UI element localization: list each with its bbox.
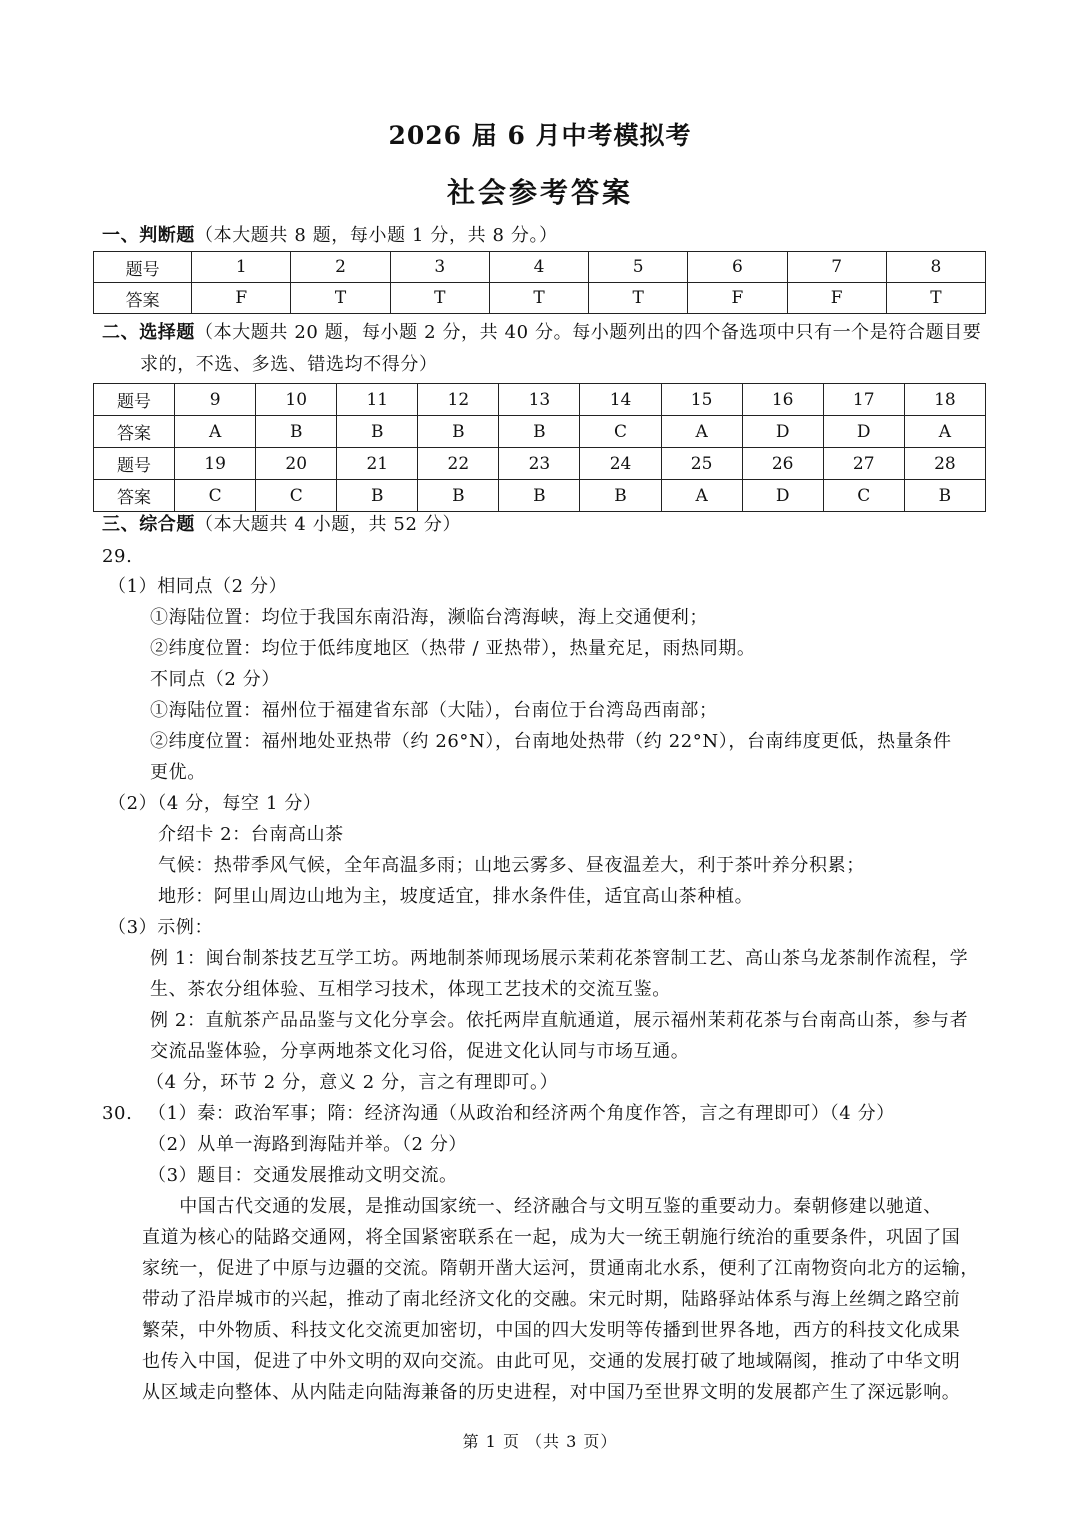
question-number: 23 — [499, 448, 580, 480]
essay-line: 也传入中国，促进了中外文明的双向交流。由此可见，交通的发展打破了地域隔阂，推动了中华文明 — [142, 1351, 961, 1372]
question-number: 12 — [418, 384, 499, 416]
answer-cell: C — [823, 480, 904, 512]
answer-cell: C — [256, 480, 337, 512]
question-number: 19 — [175, 448, 256, 480]
question-number: 5 — [589, 252, 688, 283]
answer-cell: A — [661, 480, 742, 512]
q29-part2-label: （2）（4 分，每空 1 分） — [108, 793, 322, 814]
exam-title: 2026 届 6 月中考模拟考 — [388, 121, 692, 150]
question-number: 4 — [489, 252, 588, 283]
question-30-number: 30. — [102, 1103, 133, 1124]
question-number: 24 — [580, 448, 661, 480]
essay-line: 直道为核心的陆路交通网，将全国紧密联系在一起，成为大一统王朝施行统治的重要条件，巩固了国 — [142, 1227, 961, 1248]
row-label-answer: 答案 — [94, 283, 192, 314]
choice-answer-table — [93, 383, 986, 512]
q29-part1-a: ①海陆位置：均位于我国东南沿海，濒临台湾海峡，海上交通便利； — [150, 607, 708, 628]
answer-cell: C — [175, 480, 256, 512]
q29-part1-d2: 更优。 — [150, 762, 206, 783]
question-number: 6 — [688, 252, 787, 283]
question-number: 13 — [499, 384, 580, 416]
question-number: 26 — [742, 448, 823, 480]
answer-cell: B — [418, 416, 499, 448]
page-number: 第 1 页 （共 3 页） — [462, 1432, 618, 1451]
essay-line: 带动了沿岸城市的兴起，推动了南北经济文化的交融。宋元时期，陆路驿站体系与海上丝绸之路空前 — [142, 1289, 961, 1310]
question-number: 21 — [337, 448, 418, 480]
question-number: 25 — [661, 448, 742, 480]
table-row — [94, 283, 986, 314]
answer-cell: A — [904, 416, 985, 448]
question-number: 7 — [787, 252, 886, 283]
q29-part3-example1-b: 生、茶农分组体验、互相学习技术，体现工艺技术的交流互鉴。 — [150, 979, 671, 1000]
section1-title: 一、判断题 — [102, 225, 195, 246]
answer-cell: F — [192, 283, 291, 314]
section3-title: 三、综合题 — [102, 514, 195, 535]
q29-part2-c: 地形：阿里山周边山地为主，坡度适宜，排水条件佳，适宜高山茶种植。 — [158, 886, 754, 907]
table-row — [94, 384, 986, 416]
question-number: 27 — [823, 448, 904, 480]
answer-cell: T — [589, 283, 688, 314]
row-label-question: 题号 — [94, 448, 175, 480]
question-number: 16 — [742, 384, 823, 416]
answer-cell: T — [886, 283, 985, 314]
question-number: 9 — [175, 384, 256, 416]
answer-cell: A — [175, 416, 256, 448]
section2-note-line2: 求的，不选、多选、错选均不得分） — [140, 354, 438, 375]
question-number: 15 — [661, 384, 742, 416]
table-row — [94, 448, 986, 480]
answer-cell: A — [661, 416, 742, 448]
section1-note: （本大题共 8 题，每小题 1 分，共 8 分。） — [195, 225, 558, 246]
q29-part3-example2-a: 例 2：直航茶产品品鉴与文化分享会。依托两岸直航通道，展示福州茉莉花茶与台南高山茶，参与者 — [150, 1010, 969, 1031]
question-number: 20 — [256, 448, 337, 480]
section2-note-line1: （本大题共 20 题，每小题 2 分，共 40 分。每小题列出的四个备选项中只有一个是符合题目要 — [195, 322, 982, 343]
q29-part3-score: （4 分，环节 2 分，意义 2 分，言之有理即可。） — [146, 1072, 559, 1093]
question-number: 18 — [904, 384, 985, 416]
q29-part1-diff: 不同点（2 分） — [150, 669, 280, 690]
q29-part2-a: 介绍卡 2：台南高山茶 — [158, 824, 344, 845]
question-29-number: 29. — [102, 546, 133, 567]
question-number: 11 — [337, 384, 418, 416]
section2-heading — [102, 321, 981, 345]
q29-part2-b: 气候：热带季风气候，全年高温多雨；山地云雾多、昼夜温差大，利于茶叶养分积累； — [158, 855, 865, 876]
answer-cell: F — [787, 283, 886, 314]
q29-part1-d1: ②纬度位置：福州地处亚热带（约 26°N），台南地处热带（约 22°N），台南纬度更低，热量条件 — [150, 731, 952, 752]
question-number: 8 — [886, 252, 985, 283]
judgement-answer-table — [93, 251, 986, 314]
answer-cell: B — [904, 480, 985, 512]
q30-part2: （2）从单一海路到海陆并举。（2 分） — [148, 1134, 468, 1155]
essay-line: 从区域走向整体、从内陆走向陆海兼备的历史进程，对中国乃至世界文明的发展都产生了深远影响。 — [142, 1382, 961, 1403]
table-row — [94, 252, 986, 283]
answer-cell: T — [390, 283, 489, 314]
answer-cell: C — [580, 416, 661, 448]
question-number: 10 — [256, 384, 337, 416]
q29-part3-example1-a: 例 1：闽台制茶技艺互学工坊。两地制茶师现场展示茉莉花茶窨制工艺、高山茶乌龙茶制作流程，学 — [150, 948, 969, 969]
section2-title: 二、选择题 — [102, 322, 195, 343]
q30-part1: （1）秦：政治军事；隋：经济沟通（从政治和经济两个角度作答，言之有理即可）（4 分） — [148, 1103, 895, 1124]
row-label-answer: 答案 — [94, 416, 175, 448]
q29-part1-label: （1）相同点（2 分） — [108, 576, 288, 597]
answer-cell: B — [337, 416, 418, 448]
question-number: 1 — [192, 252, 291, 283]
section3-note: （本大题共 4 小题，共 52 分） — [195, 514, 462, 535]
answer-cell: B — [256, 416, 337, 448]
section3-heading — [102, 513, 461, 537]
answer-cell: B — [580, 480, 661, 512]
answer-cell: F — [688, 283, 787, 314]
q29-part3-example2-b: 交流品鉴体验，分享两地茶文化习俗，促进文化认同与市场互通。 — [150, 1041, 690, 1062]
answer-cell: B — [337, 480, 418, 512]
q29-part1-b: ②纬度位置：均位于低纬度地区（热带 / 亚热带），热量充足，雨热同期。 — [150, 638, 756, 659]
question-number: 2 — [291, 252, 390, 283]
question-number: 14 — [580, 384, 661, 416]
answer-cell: B — [499, 480, 580, 512]
answer-cell: B — [418, 480, 499, 512]
answer-cell: T — [489, 283, 588, 314]
answer-title: 社会参考答案 — [446, 176, 633, 209]
question-number: 17 — [823, 384, 904, 416]
answer-cell: D — [742, 480, 823, 512]
answer-cell: D — [823, 416, 904, 448]
section1-heading — [102, 224, 558, 248]
answer-cell: D — [742, 416, 823, 448]
row-label-question: 题号 — [94, 252, 192, 283]
question-number: 3 — [390, 252, 489, 283]
essay-line: 繁荣，中外物质、科技文化交流更加密切，中国的四大发明等传播到世界各地，西方的科技文化成果 — [142, 1320, 961, 1341]
essay-line: 中国古代交通的发展，是推动国家统一、经济融合与文明互鉴的重要动力。秦朝修建以驰道、 — [142, 1196, 942, 1217]
question-number: 22 — [418, 448, 499, 480]
q29-part3-label: （3）示例： — [108, 917, 214, 938]
essay-line: 家统一，促进了中原与边疆的交流。隋朝开凿大运河，贯通南北水系，便利了江南物资向北方的运输， — [142, 1258, 979, 1279]
table-row — [94, 416, 986, 448]
row-label-answer: 答案 — [94, 480, 175, 512]
table-row — [94, 480, 986, 512]
question-number: 28 — [904, 448, 985, 480]
q29-part1-c: ①海陆位置：福州位于福建省东部（大陆），台南位于台湾岛西南部； — [150, 700, 718, 721]
row-label-question: 题号 — [94, 384, 175, 416]
answer-cell: T — [291, 283, 390, 314]
answer-cell: B — [499, 416, 580, 448]
q30-part3: （3）题目：交通发展推动文明交流。 — [148, 1165, 458, 1186]
